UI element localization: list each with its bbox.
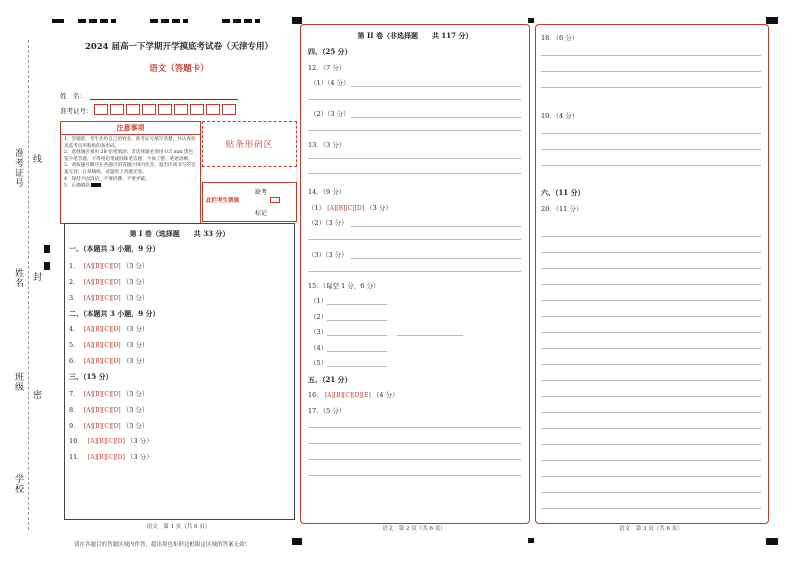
q14-2-label: （2）（3 分）	[308, 219, 348, 227]
answer-line[interactable]	[541, 149, 761, 150]
side-school-label: 学校	[13, 474, 23, 494]
q16: 16． [A][B][C][D][E] （4 分）	[308, 391, 399, 399]
choice-q11-options[interactable]: [A][B][C][D]	[87, 454, 125, 461]
part2-section-4: 四、（25 分）	[308, 47, 352, 56]
q15-item-4: （4）	[310, 344, 328, 352]
q20-label: 20．（11 分）	[541, 205, 583, 213]
choice-q9-options[interactable]: [A][B][C][D]	[83, 423, 121, 430]
answer-line[interactable]	[308, 239, 521, 240]
q15-item-1: （1）	[310, 297, 328, 305]
part1-box	[64, 223, 295, 520]
notice-item-2: 2．选择题必须用 2B 铅笔填涂；非选择题必须用 0.5 mm 黑色签字笔答题，不得用铅笔或圆珠笔答题；字体工整、笔迹清晰。	[64, 150, 194, 162]
notice-item-4: 4．保持卡面清洁，不要折叠、不要弄破。	[64, 176, 150, 182]
q19-label: 19．（4 分）	[541, 112, 579, 120]
choice-q6-options[interactable]: [A][B][C][D]	[83, 358, 121, 365]
answer-line[interactable]	[351, 117, 521, 118]
essay-lines[interactable]	[541, 221, 761, 511]
answer-line[interactable]	[351, 258, 521, 259]
choice-q4: 4． [A][B][C][D] （3 分）	[69, 325, 149, 333]
choice-q10: 10． [A][B][C][D] （3 分）	[69, 437, 153, 445]
choice-q5: 5． [A][B][C][D] （3 分）	[69, 341, 149, 349]
choice-q5-options[interactable]: [A][B][C][D]	[83, 342, 121, 349]
choice-q4-options[interactable]: [A][B][C][D]	[83, 326, 121, 333]
barcode-label: 贴条形码区	[225, 140, 274, 150]
side-feng: 封	[31, 272, 41, 282]
page-1-footer: 语文 第 1 页（共 6 页）	[146, 524, 211, 530]
q15-item-2: （2）	[310, 313, 328, 321]
q14-3-label: （3）（3 分）	[308, 251, 348, 259]
page-3-footer: 语文 第 3 页（共 6 页）	[619, 526, 683, 532]
choice-q2-options[interactable]: [A][B][C][D]	[83, 279, 121, 286]
choice-q1: 1． [A][B][C][D] （3 分）	[69, 262, 149, 270]
q12-label: 12．（7 分）	[308, 64, 346, 72]
part1-title: 第 I 卷（选择题 共 33 分）	[129, 229, 230, 238]
q13-label: 13．（3 分）	[308, 141, 346, 149]
absent-label: 此栏考生禁填	[206, 198, 240, 204]
answer-line[interactable]	[327, 351, 387, 352]
choice-q3: 3． [A][B][C][D] （3 分）	[69, 294, 149, 302]
q14-1: （1） [A][B][C][D] （3 分）	[308, 204, 392, 212]
q14-label: 14．（9 分）	[308, 188, 346, 196]
notice-item-1: 1．答题前，考生先将自己的姓名、准考证号填写清楚，并认真检查监考员所粘贴的条形码。	[64, 137, 196, 149]
part1-section-2: 二、（本题共 3 小题，9 分）	[69, 309, 160, 318]
answer-line[interactable]	[308, 99, 521, 100]
part1-section-1: 一、（本题共 3 小题，9 分）	[69, 244, 160, 253]
answer-line[interactable]	[308, 427, 521, 428]
absent-checkbox[interactable]	[270, 197, 280, 203]
page-title: 2024 届高一下学期开学摸底考试卷（天津专用）	[84, 42, 274, 52]
answer-line[interactable]	[327, 335, 387, 336]
answer-line[interactable]	[327, 304, 387, 305]
page-3	[535, 24, 769, 524]
ticket-label: 准考证号：	[60, 107, 93, 115]
answer-line[interactable]	[397, 335, 463, 336]
side-name-label: 姓名	[13, 268, 23, 288]
q18-label: 18．（6 分）	[541, 34, 579, 42]
choice-q9: 9． [A][B][C][D] （3 分）	[69, 422, 149, 430]
choice-q1-options[interactable]: [A][B][C][D]	[83, 263, 121, 270]
q15-item-5: （5）	[310, 359, 328, 367]
answer-line[interactable]	[541, 165, 761, 166]
choice-q7: 7． [A][B][C][D] （3 分）	[69, 390, 149, 398]
part3-section-6: 六、（11 分）	[541, 188, 585, 197]
part1-section-3: 三、（15 分）	[69, 372, 113, 381]
choice-q8-options[interactable]: [A][B][C][D]	[83, 407, 121, 414]
answer-line[interactable]	[327, 320, 387, 321]
barcode-area	[202, 121, 297, 167]
q12-1-label: （1）（4 分）	[310, 79, 350, 87]
filled-sample-icon	[91, 183, 101, 187]
page-2	[300, 24, 530, 524]
side-xian: 线	[31, 154, 41, 164]
answer-line[interactable]	[541, 87, 761, 88]
notice-box	[60, 121, 201, 224]
page-warning: 请在各题目的答题区域内作答，超出黑色矩形边框限定区域的答案无效！	[74, 542, 251, 548]
answer-line[interactable]	[308, 443, 521, 444]
q15-item-3: （3）	[310, 328, 328, 336]
choice-q3-options[interactable]: [A][B][C][D]	[83, 295, 121, 302]
part2-section-5: 五、（21 分）	[308, 375, 352, 384]
answer-line[interactable]	[308, 459, 521, 460]
choice-q7-options[interactable]: [A][B][C][D]	[83, 391, 121, 398]
page-subtitle: 语文（答题卡）	[149, 64, 209, 74]
answer-line[interactable]	[327, 366, 387, 367]
choice-q2: 2． [A][B][C][D] （3 分）	[69, 278, 149, 286]
answer-line[interactable]	[308, 158, 521, 159]
answer-line[interactable]	[308, 173, 521, 174]
choice-q8: 8． [A][B][C][D] （3 分）	[69, 406, 149, 414]
answer-line[interactable]	[308, 130, 521, 131]
answer-line[interactable]	[308, 475, 521, 476]
q12-2-label: （2）（3 分）	[310, 110, 350, 118]
side-ticket-label: 准考证号	[13, 148, 23, 188]
notice-title: 注意事项	[61, 122, 200, 135]
q15-label: 15．（每空 1 分，6 分）	[308, 282, 380, 290]
answer-line[interactable]	[308, 271, 521, 272]
answer-line[interactable]	[541, 133, 761, 134]
q14-1-options[interactable]: [A][B][C][D]	[327, 205, 365, 212]
choice-q11: 11． [A][B][C][D] （3 分）	[69, 453, 153, 461]
answer-line[interactable]	[351, 226, 521, 227]
name-field[interactable]	[90, 99, 238, 100]
answer-line[interactable]	[351, 86, 521, 87]
name-label: 姓 名：	[60, 92, 86, 100]
side-mi: 密	[31, 390, 41, 400]
page-2-footer: 语文 第 2 页（共 6 页）	[382, 526, 446, 532]
choice-q6: 6． [A][B][C][D] （3 分）	[69, 357, 149, 365]
answer-line[interactable]	[541, 71, 761, 72]
absent-right-bottom: 标记	[255, 210, 268, 217]
answer-line[interactable]	[541, 55, 761, 56]
q16-options[interactable]: [A][B][C][D][E]	[324, 392, 371, 399]
notice-item-3: 3．请按题号顺序在各题目的答题区域内作答，超出区域书写的答案无效；在草稿纸、试题卷上答题无效。	[64, 163, 196, 175]
absent-right-top: 缺考	[255, 189, 268, 196]
q17-label: 17．（5 分）	[308, 407, 346, 415]
choice-q10-options[interactable]: [A][B][C][D]	[87, 438, 125, 445]
side-class-label: 班级	[13, 372, 23, 392]
absent-mark-box	[202, 182, 297, 222]
part2-title: 第 II 卷（非选择题 共 117 分）	[357, 31, 473, 40]
notice-item-5: 5．正确填涂	[64, 183, 90, 189]
